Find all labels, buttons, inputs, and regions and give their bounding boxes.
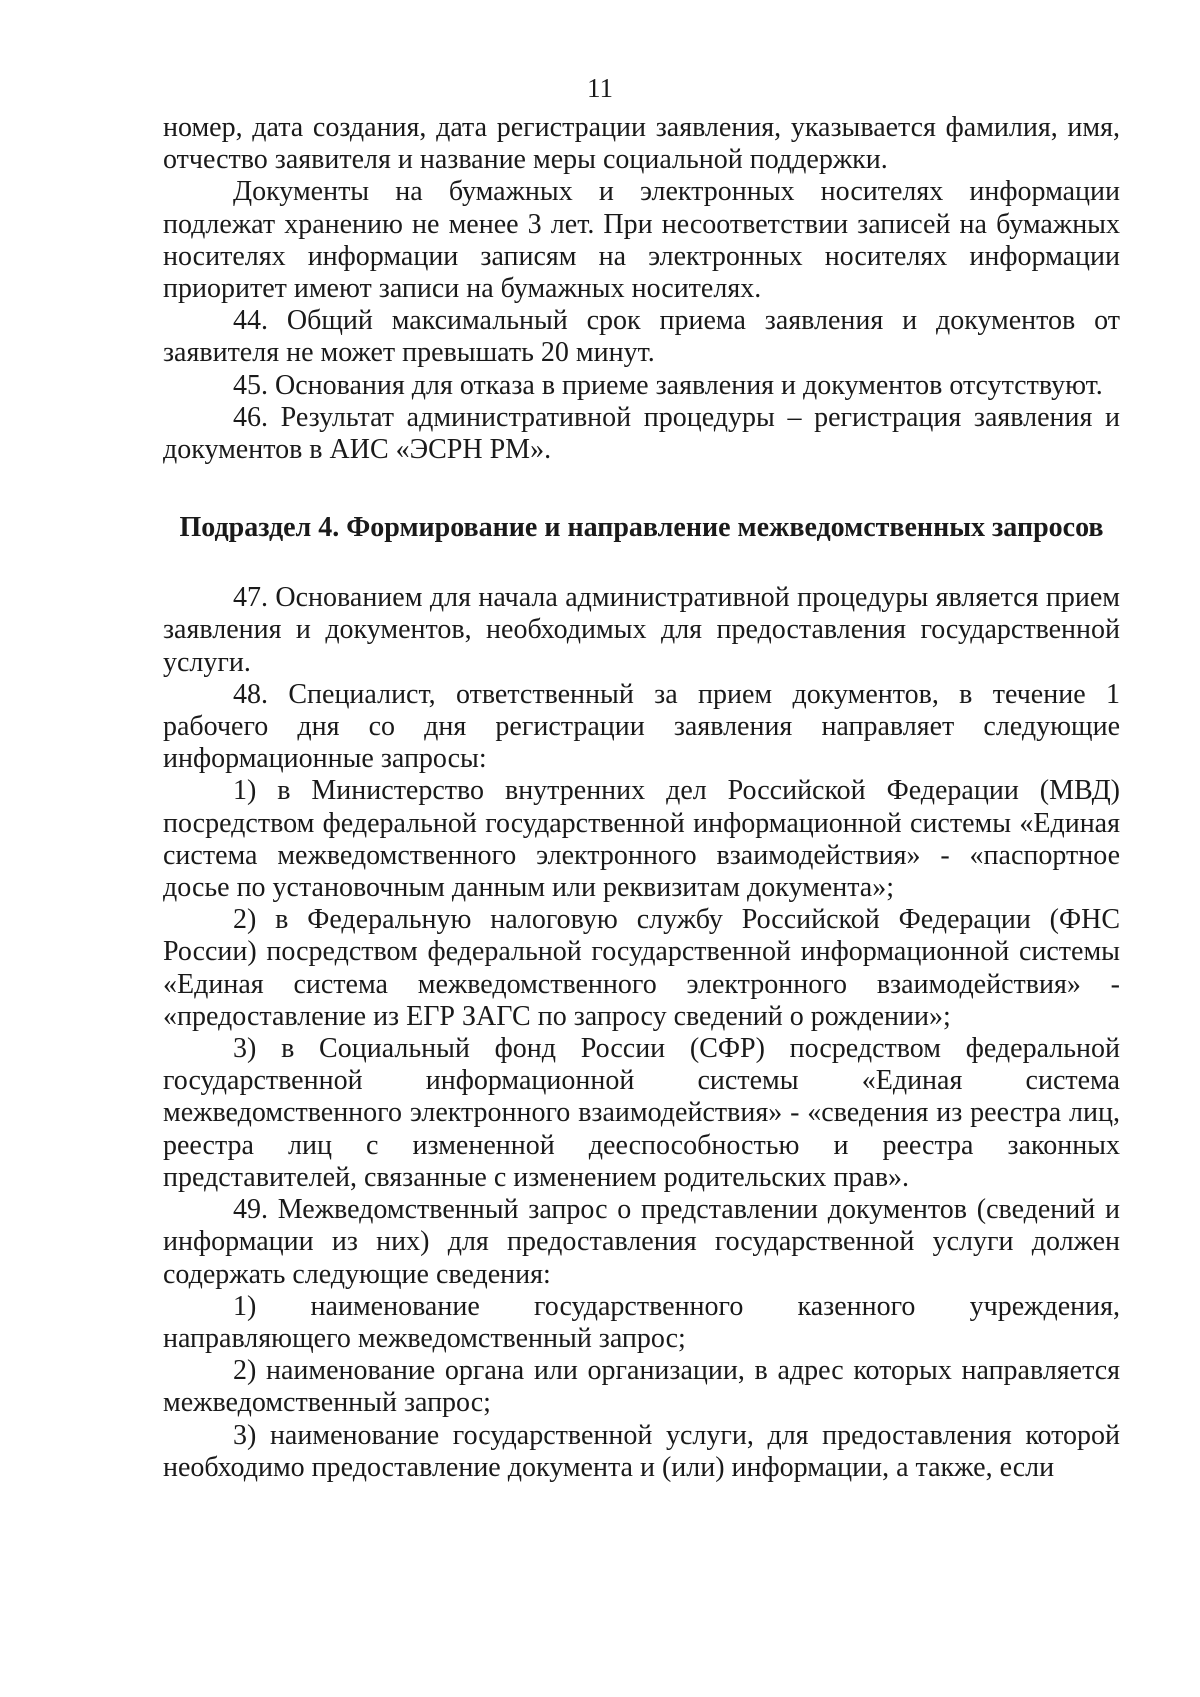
section-heading: Подраздел 4. Формирование и направление межведомственных запросов <box>179 512 1104 544</box>
list-item-49-1: 1) наименование государственного казенного учреждения, направляющего межведомственный запрос; <box>163 1290 1120 1354</box>
paragraph-45: 45. Основания для отказа в приеме заявления и документов отсутствуют. <box>233 369 1103 401</box>
page-number: 11 <box>587 73 613 103</box>
paragraph-storage: Документы на бумажных и электронных носителях информации подлежат хранению не менее 3 лет. При несоответствии записей на бумажных носителях информации записям на электронных носителях информации приоритет имеют записи на бумажных носителях. <box>163 176 1120 305</box>
document-body <box>163 112 1120 1484</box>
paragraph-46: 46. Результат административной процедуры – регистрация заявления и документов в АИС «ЭСРН РМ». <box>163 401 1120 466</box>
list-item-49-3: 3) наименование государственной услуги, для предоставления которой необходимо предоставление документа и (или) информации, а также, если <box>163 1419 1120 1483</box>
paragraph-49: 49. Межведомственный запрос о представлении документов (сведений и информации из них) для предоставления государственной услуги должен содержать следующие сведения: <box>163 1194 1120 1290</box>
paragraph-47: 47. Основанием для начала административной процедуры является прием заявления и документов, необходимых для предоставления государственной услуги. <box>163 582 1120 678</box>
list-item-48-1: 1) в Министерство внутренних дел Российской Федерации (МВД) посредством федеральной государственной информационной системы «Единая система межведомственного электронного взаимодействия» - «паспортное досье по установочным данным или реквизитам документа»; <box>163 775 1120 904</box>
paragraph-44: 44. Общий максимальный срок приема заявления и документов от заявителя не может превышать 20 минут. <box>163 305 1120 369</box>
list-item-49-2: 2) наименование органа или организации, в адрес которых направляется межведомственный запрос; <box>163 1355 1120 1419</box>
paragraph-48: 48. Специалист, ответственный за прием документов, в течение 1 рабочего дня со дня регистрации заявления направляет следующие информационные запросы: <box>163 678 1120 775</box>
list-item-48-2: 2) в Федеральную налоговую службу Российской Федерации (ФНС России) посредством федеральной государственной информационной системы «Единая система межведомственного электронного взаимодействия» - «предоставление из ЕГР ЗАГС по запросу сведений о рождении»; <box>163 904 1120 1032</box>
list-item-48-3: 3) в Социальный фонд России (СФР) посредством федеральной государственной информационной системы «Единая система межведомственного электронного взаимодействия» - «сведения из реестра лиц, реестра лиц с измененной дееспособностью и реестра законных представителей, связанные с изменением родительских прав». <box>163 1033 1120 1193</box>
paragraph-continuation: номер, дата создания, дата регистрации заявления, указывается фамилия, имя, отчество заявителя и название меры социальной поддержки. <box>163 112 1120 176</box>
